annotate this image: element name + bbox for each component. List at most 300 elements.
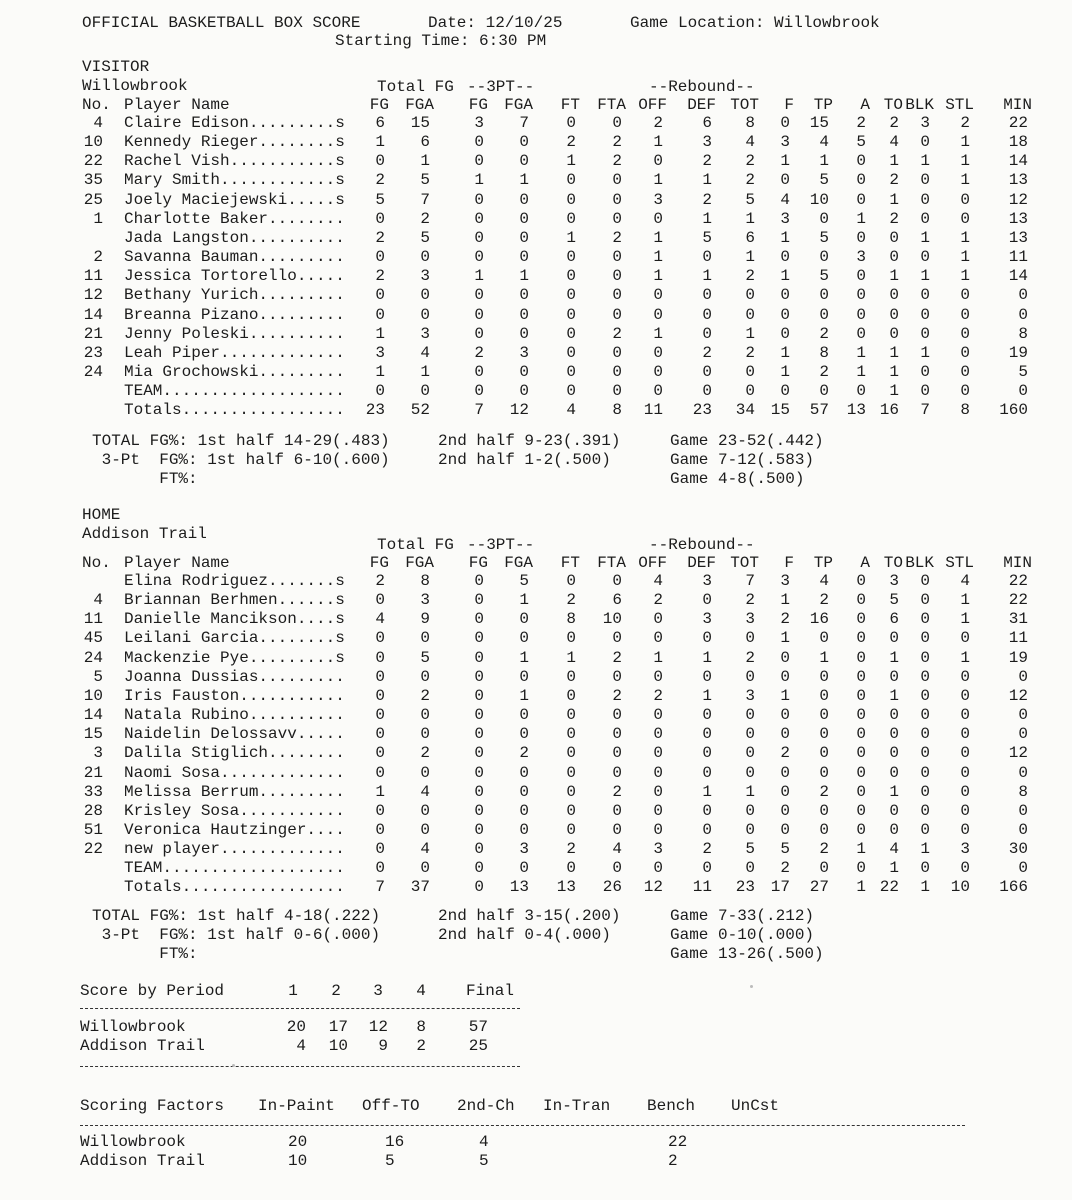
stat-cell: 0 (780, 725, 790, 743)
stat-cell: 0 (960, 687, 970, 705)
stat-cell: 2 (702, 344, 712, 362)
stat-cell: 0 (920, 171, 930, 189)
team-name: Willowbrook (82, 77, 188, 95)
col-header: FGA (405, 554, 434, 572)
player-number: 4 (93, 114, 103, 132)
stat-cell: 0 (819, 286, 829, 304)
player-name: Jenny Poleski.......... (124, 325, 345, 343)
stat-cell: 14 (1008, 152, 1028, 170)
stat-cell: 1 (745, 783, 755, 801)
stat-cell: 0 (889, 706, 899, 724)
stat-cell: 0 (960, 210, 970, 228)
stat-cell: 0 (612, 802, 622, 820)
stat-cell: 0 (474, 629, 484, 647)
stat-cell: 0 (612, 171, 622, 189)
stat-cell: 2 (702, 152, 712, 170)
period-score: 12 (368, 1018, 388, 1036)
stat-cell: 3 (856, 248, 866, 266)
stat-cell: 0 (474, 610, 484, 628)
period-header-final: Final (466, 982, 515, 1000)
stat-cell: 0 (474, 210, 484, 228)
score-by-period-label: Score by Period (80, 982, 225, 1000)
stat-cell: 2 (420, 210, 430, 228)
stat-cell: 0 (519, 210, 529, 228)
stat-cell: 2 (566, 133, 576, 151)
stat-cell: 0 (920, 191, 930, 209)
stat-cell: 0 (474, 363, 484, 381)
period-score: 4 (296, 1037, 306, 1055)
stat-cell: 13 (1008, 171, 1028, 189)
stat-cell: 0 (653, 802, 663, 820)
col-header: OFF (638, 96, 667, 114)
stat-cell: 0 (566, 821, 576, 839)
stat-cell: 0 (889, 229, 899, 247)
stat-cell: 0 (653, 821, 663, 839)
stat-cell: 1 (702, 267, 712, 285)
team-side-label: VISITOR (82, 58, 150, 76)
stat-cell: 2 (566, 840, 576, 858)
stat-cell: 2 (745, 267, 755, 285)
stat-cell: 4 (420, 344, 430, 362)
player-name: Totals................. (124, 401, 345, 419)
stat-cell: 0 (960, 821, 970, 839)
player-number: 21 (83, 325, 103, 343)
stat-cell: 0 (519, 248, 529, 266)
stat-cell: 0 (612, 114, 622, 132)
stat-cell: 0 (960, 802, 970, 820)
stat-cell: 18 (1008, 133, 1028, 151)
stat-cell: 8 (566, 610, 576, 628)
stat-cell: 0 (856, 764, 866, 782)
col-header: DEF (687, 554, 716, 572)
stat-cell: 0 (702, 363, 712, 381)
stat-cell: 0 (780, 171, 790, 189)
stat-cell: 8 (420, 572, 430, 590)
pct-second-half: 2nd half 1-2(.500) (438, 451, 611, 469)
stat-cell: 0 (780, 668, 790, 686)
stat-cell: 0 (1018, 802, 1028, 820)
player-name: Rachel Vish...........s (124, 152, 345, 170)
stat-cell: 2 (612, 325, 622, 343)
stat-cell: 0 (745, 668, 755, 686)
stat-cell: 1 (920, 152, 930, 170)
stat-cell: 0 (474, 821, 484, 839)
stat-cell: 0 (420, 802, 430, 820)
col-header: FGA (405, 96, 434, 114)
player-number: 35 (83, 171, 103, 189)
player-name: Naidelin Delossavv..... (124, 725, 345, 743)
stat-cell: 1 (889, 649, 899, 667)
stat-cell: 5 (889, 591, 899, 609)
player-name: Veronica Hautzinger.... (124, 821, 345, 839)
stat-cell: 0 (702, 744, 712, 762)
stat-cell: 15 (410, 114, 430, 132)
scoring-factors-label: Scoring Factors (80, 1097, 225, 1115)
stat-cell: 0 (889, 286, 899, 304)
player-name: Jessica Tortorello..... (124, 267, 345, 285)
stat-cell: 0 (1018, 306, 1028, 324)
stat-cell: 22 (1008, 591, 1028, 609)
stat-cell: 1 (474, 267, 484, 285)
col-group-rebound: --Rebound-- (649, 536, 755, 554)
pct-first-half: TOTAL FG%: 1st half 4-18(.222) (92, 907, 381, 925)
player-number: 25 (83, 191, 103, 209)
stat-cell: 1 (653, 133, 663, 151)
player-number: 10 (83, 133, 103, 151)
col-header: TOT (730, 554, 759, 572)
stat-cell: 0 (566, 210, 576, 228)
col-header: TO (883, 554, 903, 572)
stat-cell: 1 (780, 591, 790, 609)
period-header: 2 (331, 982, 341, 1000)
stat-cell: 2 (612, 133, 622, 151)
col-header: FG (369, 96, 389, 114)
col-group-3pt: --3PT-- (467, 78, 535, 96)
stat-cell: 1 (889, 687, 899, 705)
stat-cell: 2 (566, 591, 576, 609)
stat-cell: 3 (375, 344, 385, 362)
stat-cell: 1 (889, 152, 899, 170)
col-header-player: Player Name (124, 96, 230, 114)
period-score: 8 (416, 1018, 426, 1036)
stat-cell: 10 (950, 878, 970, 896)
stat-cell: 2 (745, 649, 755, 667)
stat-cell: 0 (702, 591, 712, 609)
stat-cell: 0 (960, 859, 970, 877)
stat-cell: 0 (920, 649, 930, 667)
stat-cell: 12 (1008, 744, 1028, 762)
stat-cell: 0 (889, 821, 899, 839)
stat-cell: 10 (809, 191, 829, 209)
stat-cell: 22 (879, 878, 899, 896)
stat-cell: 5 (420, 171, 430, 189)
col-header: BLK (905, 96, 934, 114)
stat-cell: 1 (960, 649, 970, 667)
stat-cell: 0 (653, 725, 663, 743)
col-header-no: No. (82, 96, 111, 114)
stat-cell: 0 (420, 668, 430, 686)
stat-cell: 0 (566, 286, 576, 304)
stat-cell: 23 (735, 878, 755, 896)
stat-cell: 1 (702, 687, 712, 705)
stat-cell: 0 (920, 248, 930, 266)
stat-cell: 0 (960, 744, 970, 762)
stat-cell: 0 (375, 668, 385, 686)
scan-speck (232, 1064, 235, 1067)
player-name: Mia Grochowski......... (124, 363, 345, 381)
stat-cell: 7 (745, 572, 755, 590)
stat-cell: 1 (819, 152, 829, 170)
stat-cell: 0 (819, 210, 829, 228)
player-name: Kennedy Rieger........s (124, 133, 345, 151)
stat-cell: 0 (420, 248, 430, 266)
stat-cell: 0 (653, 610, 663, 628)
stat-cell: 2 (375, 267, 385, 285)
stat-cell: 0 (474, 859, 484, 877)
factor-header: UnCst (731, 1097, 780, 1115)
player-name: Naomi Sosa............. (124, 764, 345, 782)
period-score: 9 (378, 1037, 388, 1055)
player-name: Iris Fauston........... (124, 687, 345, 705)
stat-cell: 0 (474, 152, 484, 170)
col-header: FGA (504, 554, 533, 572)
stat-cell: 0 (519, 610, 529, 628)
stat-cell: 0 (1018, 706, 1028, 724)
stat-cell: 52 (410, 401, 430, 419)
stat-cell: 0 (653, 210, 663, 228)
col-header: F (784, 96, 794, 114)
stat-cell: 0 (653, 859, 663, 877)
stat-cell: 0 (856, 725, 866, 743)
stat-cell: 7 (474, 401, 484, 419)
stat-cell: 2 (653, 687, 663, 705)
stat-cell: 57 (809, 401, 829, 419)
stat-cell: 0 (375, 802, 385, 820)
stat-cell: 0 (375, 591, 385, 609)
stat-cell: 0 (819, 764, 829, 782)
stat-cell: 0 (1018, 859, 1028, 877)
stat-cell: 0 (474, 572, 484, 590)
col-header: STL (945, 96, 974, 114)
stat-cell: 0 (653, 629, 663, 647)
stat-cell: 27 (809, 878, 829, 896)
stat-cell: 0 (519, 802, 529, 820)
stat-cell: 0 (653, 152, 663, 170)
stat-cell: 0 (566, 629, 576, 647)
factor-team-name: Willowbrook (80, 1133, 186, 1151)
stat-cell: 0 (819, 248, 829, 266)
stat-cell: 2 (653, 591, 663, 609)
stat-cell: 0 (856, 267, 866, 285)
stat-cell: 4 (960, 572, 970, 590)
stat-cell: 0 (653, 764, 663, 782)
col-header: FTA (597, 554, 626, 572)
pct-game: Game 4-8(.500) (670, 470, 805, 488)
player-number: 28 (83, 802, 103, 820)
stat-cell: 1 (653, 649, 663, 667)
player-number: 23 (83, 344, 103, 362)
stat-cell: 8 (612, 401, 622, 419)
stat-cell: 1 (420, 152, 430, 170)
stat-cell: 0 (780, 821, 790, 839)
stat-cell: 0 (889, 744, 899, 762)
stat-cell: 2 (612, 783, 622, 801)
stat-cell: 11 (1008, 629, 1028, 647)
stat-cell: 3 (745, 687, 755, 705)
stat-cell: 0 (960, 725, 970, 743)
stat-cell: 0 (566, 859, 576, 877)
stat-cell: 0 (519, 821, 529, 839)
stat-cell: 0 (375, 152, 385, 170)
stat-cell: 0 (889, 306, 899, 324)
stat-cell: 0 (856, 668, 866, 686)
stat-cell: 0 (960, 706, 970, 724)
starting-time: Starting Time: 6:30 PM (335, 32, 547, 50)
stat-cell: 1 (702, 210, 712, 228)
stat-cell: 1 (856, 840, 866, 858)
stat-cell: 0 (653, 344, 663, 362)
stat-cell: 0 (420, 859, 430, 877)
stat-cell: 6 (889, 610, 899, 628)
stat-cell: 0 (474, 133, 484, 151)
player-number: 33 (83, 783, 103, 801)
stat-cell: 8 (745, 114, 755, 132)
stat-cell: 2 (420, 687, 430, 705)
player-name: Briannan Berhmen......s (124, 591, 345, 609)
stat-cell: 0 (612, 191, 622, 209)
stat-cell: 0 (653, 286, 663, 304)
stat-cell: 0 (566, 572, 576, 590)
player-name: Leilani Garcia........s (124, 629, 345, 647)
player-name: Dalila Stiglich........ (124, 744, 345, 762)
stat-cell: 0 (375, 210, 385, 228)
stat-cell: 0 (612, 706, 622, 724)
stat-cell: 0 (856, 649, 866, 667)
stat-cell: 0 (745, 744, 755, 762)
final-score: 25 (468, 1037, 488, 1055)
stat-cell: 0 (960, 764, 970, 782)
player-name: Leah Piper............. (124, 344, 345, 362)
stat-cell: 22 (1008, 114, 1028, 132)
stat-cell: 0 (612, 629, 622, 647)
player-number: 14 (83, 706, 103, 724)
stat-cell: 0 (375, 821, 385, 839)
stat-cell: 0 (702, 764, 712, 782)
stat-cell: 0 (920, 744, 930, 762)
stat-cell: 2 (819, 840, 829, 858)
stat-cell: 31 (1008, 610, 1028, 628)
stat-cell: 2 (702, 840, 712, 858)
stat-cell: 4 (566, 401, 576, 419)
stat-cell: 2 (474, 344, 484, 362)
stat-cell: 1 (856, 363, 866, 381)
stat-cell: 1 (920, 267, 930, 285)
player-name: Mackenzie Pye.........s (124, 649, 345, 667)
stat-cell: 0 (1018, 821, 1028, 839)
stat-cell: 0 (819, 802, 829, 820)
stat-cell: 0 (819, 725, 829, 743)
stat-cell: 0 (856, 687, 866, 705)
stat-cell: 2 (745, 171, 755, 189)
stat-cell: 15 (770, 401, 790, 419)
stat-cell: 5 (745, 191, 755, 209)
stat-cell: 0 (474, 306, 484, 324)
stat-cell: 0 (474, 668, 484, 686)
stat-cell: 2 (745, 591, 755, 609)
stat-cell: 1 (702, 649, 712, 667)
stat-cell: 3 (780, 133, 790, 151)
stat-cell: 0 (856, 286, 866, 304)
stat-cell: 0 (566, 764, 576, 782)
player-name: Jada Langston.......... (124, 229, 345, 247)
stat-cell: 1 (702, 783, 712, 801)
stat-cell: 2 (612, 649, 622, 667)
stat-cell: 0 (420, 706, 430, 724)
stat-cell: 0 (420, 306, 430, 324)
factor-header: Bench (647, 1097, 696, 1115)
stat-cell: 0 (856, 572, 866, 590)
stat-cell: 0 (920, 306, 930, 324)
player-number: 24 (83, 363, 103, 381)
stat-cell: 0 (653, 706, 663, 724)
stat-cell: 2 (653, 114, 663, 132)
stat-cell: 4 (819, 133, 829, 151)
col-header: TP (813, 96, 833, 114)
player-number: 21 (83, 764, 103, 782)
stat-cell: 13 (846, 401, 866, 419)
player-number: 4 (93, 591, 103, 609)
stat-cell: 0 (920, 802, 930, 820)
stat-cell: 0 (375, 286, 385, 304)
stat-cell: 0 (653, 744, 663, 762)
factor-value: 5 (385, 1152, 395, 1170)
stat-cell: 0 (474, 248, 484, 266)
stat-cell: 0 (566, 171, 576, 189)
stat-cell: 0 (889, 325, 899, 343)
period-header: 4 (416, 982, 426, 1000)
player-name: TEAM................... (124, 859, 345, 877)
stat-cell: 1 (780, 344, 790, 362)
stat-cell: 3 (960, 840, 970, 858)
stat-cell: 0 (780, 783, 790, 801)
stat-cell: 1 (780, 687, 790, 705)
stat-cell: 1 (702, 171, 712, 189)
col-header: TO (883, 96, 903, 114)
stat-cell: 0 (474, 325, 484, 343)
stat-cell: 3 (519, 344, 529, 362)
stat-cell: 1 (420, 363, 430, 381)
stat-cell: 2 (780, 744, 790, 762)
stat-cell: 3 (420, 267, 430, 285)
stat-cell: 4 (653, 572, 663, 590)
stat-cell: 6 (612, 591, 622, 609)
stat-cell: 0 (612, 382, 622, 400)
stat-cell: 0 (653, 783, 663, 801)
stat-cell: 0 (566, 267, 576, 285)
stat-cell: 7 (920, 401, 930, 419)
stat-cell: 1 (856, 344, 866, 362)
stat-cell: 0 (519, 764, 529, 782)
stat-cell: 0 (519, 668, 529, 686)
player-number: 10 (83, 687, 103, 705)
stat-cell: 0 (920, 629, 930, 647)
stat-cell: 0 (920, 668, 930, 686)
pct-game: Game 23-52(.442) (670, 432, 824, 450)
stat-cell: 0 (375, 649, 385, 667)
stat-cell: 0 (856, 325, 866, 343)
col-header: FTA (597, 96, 626, 114)
stat-cell: 0 (420, 764, 430, 782)
stat-cell: 0 (856, 610, 866, 628)
stat-cell: 2 (420, 744, 430, 762)
pct-game: Game 0-10(.000) (670, 926, 815, 944)
stat-cell: 0 (612, 344, 622, 362)
stat-cell: 0 (474, 878, 484, 896)
stat-cell: 19 (1008, 649, 1028, 667)
pct-first-half: FT%: (92, 470, 198, 488)
stat-cell: 0 (474, 591, 484, 609)
factor-value: 22 (668, 1133, 688, 1151)
stat-cell: 11 (1008, 248, 1028, 266)
team-name: Addison Trail (82, 525, 207, 543)
period-score: 17 (328, 1018, 348, 1036)
stat-cell: 0 (780, 306, 790, 324)
stat-cell: 0 (420, 725, 430, 743)
stat-cell: 1 (960, 267, 970, 285)
stat-cell: 0 (566, 783, 576, 801)
stat-cell: 0 (920, 706, 930, 724)
player-name: Savanna Bauman......... (124, 248, 345, 266)
